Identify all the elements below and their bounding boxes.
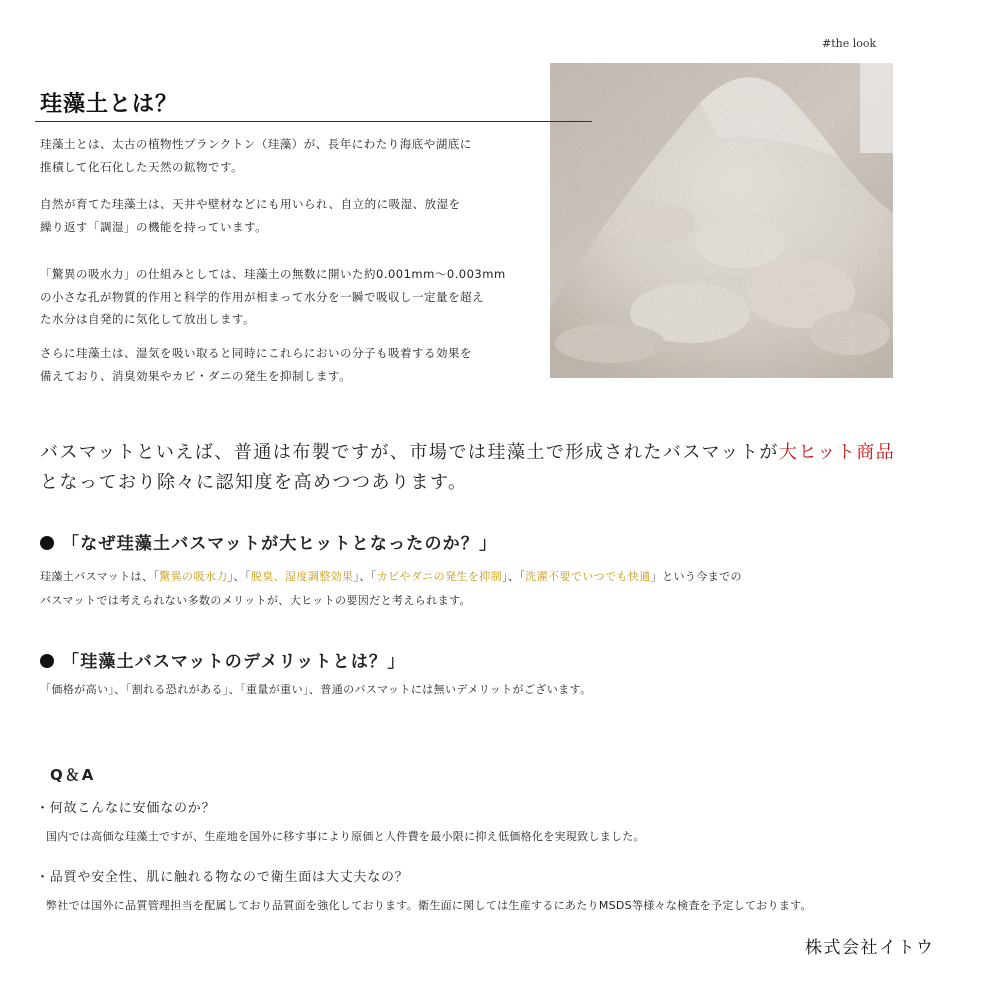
bullet-icon <box>40 654 54 668</box>
qa-question: ・品質や安全性、肌に触れる物なので衛生面は大丈夫なの？ <box>36 870 409 885</box>
bullet-icon <box>40 536 54 550</box>
why-highlight: 洗濯不要でいつでも快適 <box>525 570 651 583</box>
title-divider <box>35 121 592 122</box>
section-demerit-body: 「価格が高い」、「割れる恐れがある」、「重量が重い」、普通のバスマットには無いデメリットがございます。 <box>40 683 592 696</box>
lead-highlight: 大ヒット商品 <box>778 442 896 463</box>
why-text: 珪藻土バスマットは、「 <box>40 570 160 583</box>
qa-answer: 国内では高価な珪藻土ですが、生産地を国外に移す事により原価と人件費を最小限に抑え低価格化を実現致しました。 <box>46 830 645 843</box>
lead-statement <box>40 438 895 498</box>
qa-title: Q＆A <box>50 766 96 784</box>
why-text: 」、「 <box>227 570 251 583</box>
lead-text: となっており除々に認知度を高めつつあります。 <box>40 472 468 493</box>
page-title: 珪藻土とは？ <box>40 92 179 117</box>
why-text: 」という今までの <box>650 570 742 583</box>
section-heading-why <box>40 529 497 554</box>
why-highlight: 驚異の吸水力 <box>159 570 228 583</box>
hashtag-label: #the look <box>822 37 877 50</box>
section-why-body <box>40 565 742 613</box>
why-line <box>40 565 742 589</box>
qa-answer: 弊社では国外に品質管理担当を配属しており品質面を強化しております。衛生面に関しては生産するにあたりMSDS等様々な検査を予定しております。 <box>46 899 812 912</box>
intro-paragraph: 自然が育てた珪藻土は、天井や壁材などにも用いられ、自立的に吸湿、放湿を 繰り返す「調湿」の機能を持っています。 <box>40 197 461 234</box>
section-heading-demerit <box>40 647 405 672</box>
diatomaceous-earth-photo <box>550 63 893 378</box>
lead-text: バスマットといえば、普通は布製ですが、市場では珪藻土で形成されたバスマットが <box>40 442 779 463</box>
section-heading-text: 「なぜ珪藻土バスマットが大ヒットとなったのか？」 <box>62 534 498 554</box>
why-highlight: カビやダニの発生を抑制 <box>376 570 503 583</box>
company-name: 株式会社イトウ <box>805 938 935 958</box>
qa-question: ・何故こんなに安価なのか？ <box>36 801 216 816</box>
why-text: 」、「 <box>502 570 526 583</box>
why-text: 」、「 <box>353 570 377 583</box>
intro-paragraph: 珪藻土とは、太古の植物性プランクトン（珪藻）が、長年にわたり海底や湖底に 推積して化石化した天然の鉱物です。 <box>40 137 472 174</box>
section-heading-text: 「珪藻土バスマットのデメリットとは？」 <box>62 652 406 672</box>
why-highlight: 脱臭、湿度調整効果 <box>250 570 354 583</box>
intro-paragraph: さらに珪藻土は、湿気を吸い取ると同時にこれらにおいの分子も吸着する効果を 備えており、消臭効果やカビ・ダニの発生を抑制します。 <box>40 346 472 383</box>
intro-paragraph: 「驚異の吸水力」の仕組みとしては、珪藻土の無数に開いた約0.001mm～0.003mm の小さな孔が物質的作用と科学的作用が相まって水分を一瞬で吸収し一定量を超え た水分は自発的に気化して放出します。 <box>40 267 506 326</box>
why-line: バスマットでは考えられない多数のメリットが、大ヒットの要因だと考えられます。 <box>40 594 471 607</box>
